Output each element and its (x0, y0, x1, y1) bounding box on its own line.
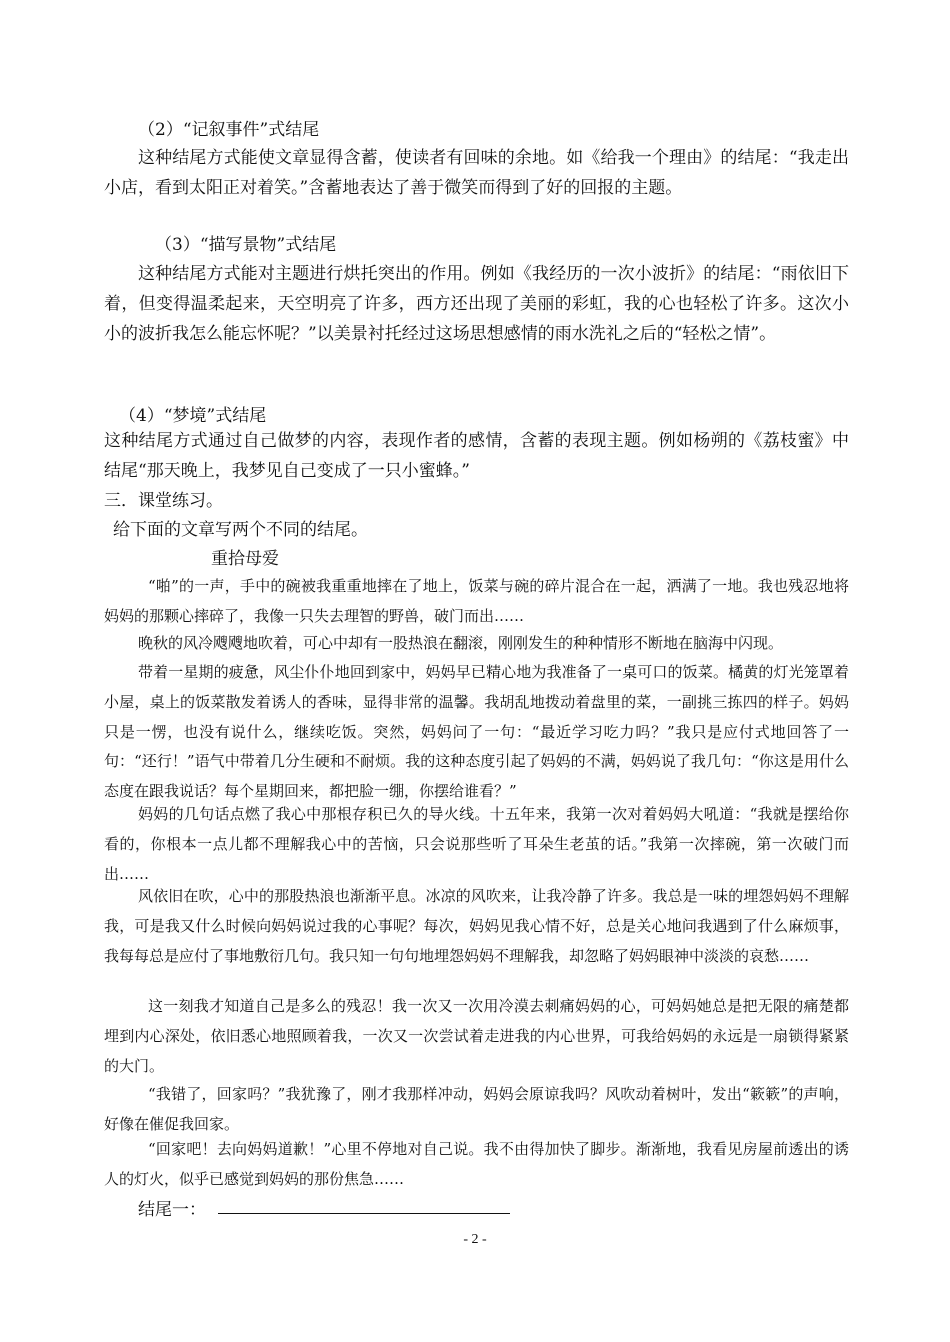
section-2-body: 这种结尾方式能使文章显得含蓄，使读者有回味的余地。如《给我一个理由》的结尾：“我走出小店，看到太阳正对着笑。”含蓄地表达了善于微笑而得到了好的回报的主题。 (104, 148, 849, 198)
exercise-instruction: 给下面的文章写两个不同的结尾。 (113, 520, 368, 540)
story-paragraph: 妈妈的几句话点燃了我心中那根存积已久的导火线。十五年来，我第一次对着妈妈大吼道：“我就是摆给你看的，你根本一点儿都不理解我心中的苦恼，只会说那些听了耳朵生老茧的话。”我第一次摔碗，第一次破门而出…… (104, 805, 849, 883)
section-4-body: 这种结尾方式通过自己做梦的内容，表现作者的感情，含蓄的表现主题。例如杨朔的《荔枝蜜》中结尾“那天晚上，我梦见自己变成了一只小蜜蜂。” (104, 431, 849, 481)
page-number: - 2 - (463, 1232, 487, 1247)
exercise-heading: 三．课堂练习。 (104, 491, 223, 511)
ending-answer-line (218, 1213, 510, 1214)
section-4-heading: （4）“梦境”式结尾 (119, 406, 267, 426)
story-paragraph: 这一刻我才知道自己是多么的残忍！我一次又一次用冷漠去刺痛妈妈的心，可妈妈她总是把无限的痛楚都埋到内心深处，依旧悉心地照顾着我，一次又一次尝试着走进我的内心世界，可我给妈妈的永远是一扇锁得紧紧的大门。 (104, 997, 849, 1075)
section-3-heading: （3）“描写景物”式结尾 (155, 235, 337, 255)
story-paragraph: “啪”的一声，手中的碗被我重重地摔在了地上，饭菜与碗的碎片混合在一起，洒满了一地。我也残忍地将妈妈的那颗心摔碎了，我像一只失去理智的野兽，破门而出…… (104, 577, 849, 625)
story-paragraph: “我错了，回家吗？”我犹豫了，刚才我那样冲动，妈妈会原谅我吗？风吹动着树叶，发出“簌簌”的声响，好像在催促我回家。 (104, 1085, 849, 1133)
story-paragraph: 带着一星期的疲惫，风尘仆仆地回到家中，妈妈早已精心地为我准备了一桌可口的饭菜。橘黄的灯光笼罩着小屋，桌上的饭菜散发着诱人的香味，显得非常的温馨。我胡乱地拨动着盘里的菜，一副挑三拣四的样子。妈妈只是一愣，也没有说什么，继续吃饭。突然，妈妈问了一句：“最近学习吃力吗？”我只是应付式地回答了一句：“还行！”语气中带着几分生硬和不耐烦。我的这种态度引起了妈妈的不满，妈妈说了我几句：“你这是用什么态度在跟我说话？每个星期回来，都把脸一绷，你摆给谁看？” (104, 663, 849, 801)
story-paragraph: 晚秋的风冷飕飕地吹着，可心中却有一股热浪在翻滚，刚刚发生的种种情形不断地在脑海中闪现。 (138, 634, 784, 652)
story-title: 重拾母爱 (211, 549, 279, 569)
story-paragraph: “回家吧！去向妈妈道歉！”心里不停地对自己说。我不由得加快了脚步。渐渐地，我看见房屋前透出的诱人的灯火，似乎已感觉到妈妈的那份焦急…… (104, 1140, 849, 1188)
section-2-heading: （2）“记叙事件”式结尾 (138, 120, 320, 140)
section-3-body: 这种结尾方式能对主题进行烘托突出的作用。例如《我经历的一次小波折》的结尾：“雨依旧下着，但变得温柔起来，天空明亮了许多，西方还出现了美丽的彩虹，我的心也轻松了许多。这次小小的波折我怎么能忘怀呢？”以美景衬托经过这场思想感情的雨水洗礼之后的“轻松之情”。 (104, 264, 849, 344)
ending-one-label: 结尾一： (138, 1200, 206, 1220)
story-paragraph: 风依旧在吹，心中的那股热浪也渐渐平息。冰凉的风吹来，让我冷静了许多。我总是一味的埋怨妈妈不理解我，可是我又什么时候向妈妈说过我的心事呢？每次，妈妈见我心情不好，总是关心地问我遇到了什么麻烦事，我每每总是应付了事地敷衍几句。我只知一句句地埋怨妈妈不理解我，却忽略了妈妈眼神中淡淡的哀愁…… (104, 887, 849, 965)
